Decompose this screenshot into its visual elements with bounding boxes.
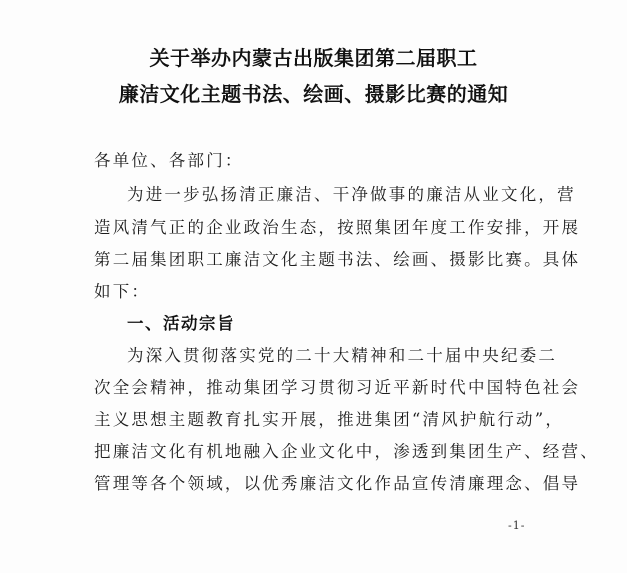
- intro-line-2: 造风清气正的企业政治生态，按照集团年度工作安排，开展: [94, 218, 581, 237]
- document-title-line-1: 关于举办内蒙古出版集团第二届职工: [149, 46, 478, 70]
- purpose-line-1: 为深入贯彻落实党的二十大精神和二十届中央纪委二: [127, 346, 558, 365]
- intro-line-3: 第二届集团职工廉洁文化主题书法、绘画、摄影比赛。具体: [94, 250, 581, 269]
- section-heading-purpose: 一、活动宗旨: [127, 314, 235, 333]
- page-number: -1-: [508, 519, 526, 532]
- document-title-line-2: 廉洁文化主题书法、绘画、摄影比赛的通知: [118, 82, 509, 106]
- purpose-line-3: 主义思想主题教育扎实开展，推进集团“清风护航行动”，: [94, 410, 565, 429]
- purpose-line-5: 管理等各个领域，以优秀廉洁文化作品宣传清廉理念、倡导: [94, 474, 581, 493]
- purpose-line-4: 把廉洁文化有机地融入企业文化中，渗透到集团生产、经营、: [94, 442, 599, 461]
- intro-line-1: 为进一步弘扬清正廉洁、干净做事的廉洁从业文化，营: [127, 185, 576, 204]
- salutation: 各单位、各部门：: [94, 151, 244, 170]
- purpose-line-2: 次全会精神，推动集团学习贯彻习近平新时代中国特色社会: [94, 378, 581, 397]
- intro-line-4: 如下：: [94, 282, 151, 301]
